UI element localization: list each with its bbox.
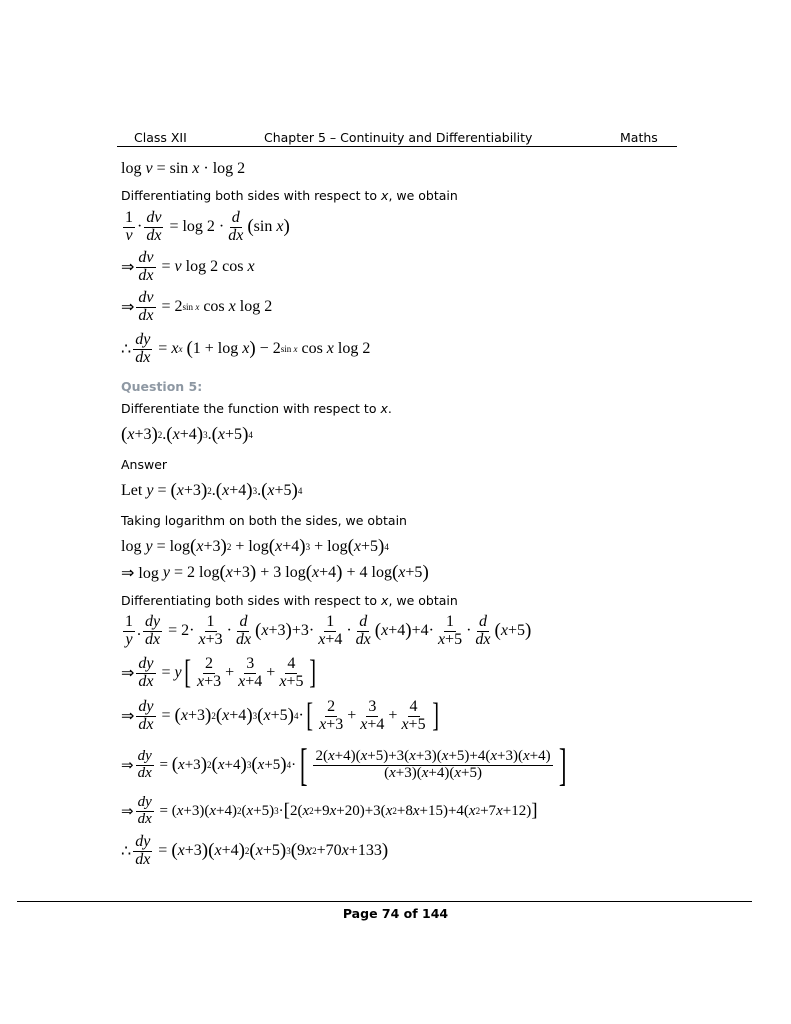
eq-d6: ∴ $\frac{dy}{dx}$ = ( x +3 ) ( x +4 ) 2 ( x +5 ) 3 ( 9 x 2 +70 x +133 ) <box>121 833 389 868</box>
eq-d2: ⇒ $\frac{dy}{dx}$ = y [ $\frac{2}{x+3}$ + $\frac{3}{x+4}$ + $\frac{4}{x+5}$ ] <box>121 654 317 692</box>
text-taking-log: Taking logarithm on both the sides, we obtain <box>121 513 407 528</box>
eq-log-v: log v = sin x · log 2 <box>121 160 246 177</box>
eq-d1: $\frac{1}{y}$ . $\frac{dy}{dx}$ = 2· $\frac{1}{x+3}$ · $\frac{d}{dx}$ ( x +3 ) +3· $\frac{1}{x+4}$ · $\frac{d}{dx}$ ( x +4 ) +4· $\frac{1}{x+5}$ · $\frac{d}{dx}$ ( x +5 ) <box>125 613 532 648</box>
header-divider <box>117 146 677 147</box>
eq-d5: ⇒ $\frac{dy}{dx}$ = ( x +3)( x +4) 2 ( x +5) 3 · [ 2( x 2 +9 x +20)+3( x 2 +8 x +15)+4( x 2 +7 x +12) ] <box>121 794 538 827</box>
header-class: Class XII <box>134 130 187 145</box>
eq-d3: ⇒ $\frac{dy}{dx}$ = ( x +3 ) 2 ( x +4 ) 3 ( x +5 ) 4 · [ $\frac{2}{x+3}$ + $\frac{3}{x+4}$ + $\frac{4}{x+5}$ ] <box>121 697 439 735</box>
footer-divider <box>17 901 752 902</box>
header-subject: Maths <box>620 130 658 145</box>
page-number: Page 74 of 144 <box>342 906 449 921</box>
eq-log2: ⇒ log y = 2 log ( x +3 ) + 3 log ( x +4 ) + 4 log ( x +5 ) <box>121 562 429 583</box>
question-label: Question 5: <box>121 379 203 394</box>
eq-let: Let y = ( x +3 ) 2 . ( x +4 ) 3 . ( x +5 ) 4 <box>121 480 303 501</box>
text-differentiating-2: Differentiating both sides with respect to x, we obtain <box>121 593 458 608</box>
text-differentiating-1: Differentiating both sides with respect to x, we obtain <box>121 188 458 203</box>
header-chapter: Chapter 5 – Continuity and Differentiability <box>264 130 533 145</box>
equation-text-store <box>0 0 1 1</box>
eq-v1: $\frac{1}{v}$ · $\frac{dv}{dx}$ = log 2 · $\frac{d}{dx}$ ( sin x ) <box>125 209 290 244</box>
eq-v2: ⇒ $\frac{dv}{dx}$ = v log 2 cos x <box>121 249 255 284</box>
answer-label: Answer <box>121 457 168 472</box>
question-text: Differentiate the function with respect to x. <box>121 401 392 416</box>
eq-d4: ⇒ $\frac{dy}{dx}$ = ( x +3 ) 2 ( x +4 ) 3 ( x +5 ) 4 · [ $\frac{2(x+4)(x+5)+3(x+3)(x+5)+4(x+3)(x+4)}{(x+3)(x+4)(x+5)}$ ] <box>121 739 567 790</box>
q-function: ( x +3 ) 2 . ( x +4 ) 3 . ( x +5 ) 4 <box>121 424 253 445</box>
eq-log-v-text <box>0 0 1 1</box>
eq-v4: ∴ $\frac{dy}{dx}$ = x x ( 1 + log x ) − 2 sin x cos x log 2 <box>121 331 371 366</box>
eq-v3: ⇒ $\frac{dv}{dx}$ = 2 sin x cos x log 2 <box>121 289 273 324</box>
eq-log1: log y = log ( x +3 ) 2 + log ( x +4 ) 3 + log ( x +5 ) 4 <box>121 536 389 557</box>
